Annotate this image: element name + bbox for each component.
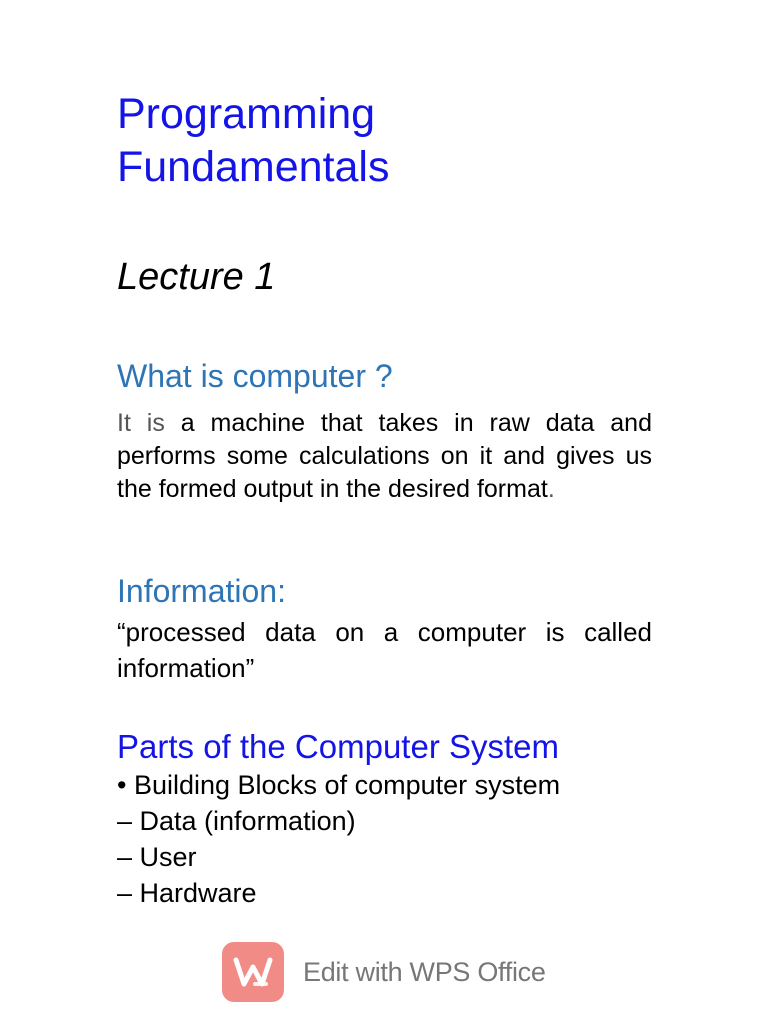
section-heading-computer: What is computer ? xyxy=(117,358,393,394)
section-body-information: “processed data on a computer is called information” xyxy=(117,617,652,683)
title-line-1: Programming xyxy=(117,90,376,138)
body-main-text: a machine that takes in raw data and performs some calculations on it and gives us the formed output in the desired format xyxy=(117,409,652,503)
list-item: – User xyxy=(117,842,197,872)
section-heading-parts: Parts of the Computer System xyxy=(117,728,560,765)
list-item: – Data (information) xyxy=(117,806,356,836)
body-end-punctuation: . xyxy=(547,475,555,503)
section-body-computer xyxy=(117,407,652,506)
page-content xyxy=(117,88,652,908)
title-line-2: Fundamentals xyxy=(117,143,390,191)
list-item: • Building Blocks of computer system xyxy=(117,770,561,800)
edit-with-wps-link[interactable]: Edit with WPS Office xyxy=(303,956,546,987)
wps-office-logo-icon[interactable] xyxy=(222,942,284,1002)
document-title xyxy=(117,88,652,194)
body-lead-text: It is xyxy=(117,409,165,437)
section-heading-information: Information: xyxy=(117,573,286,609)
parts-list xyxy=(117,767,560,911)
wps-edit-banner[interactable] xyxy=(222,942,546,1002)
list-item: – Hardware xyxy=(117,878,257,908)
lecture-subtitle: Lecture 1 xyxy=(117,256,276,298)
